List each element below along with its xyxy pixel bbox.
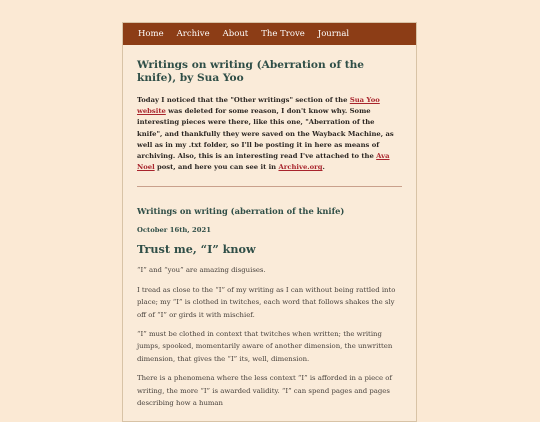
post-date: October 16th, 2021 — [137, 226, 211, 235]
page-title: Writings on writing (Aberration of the knife), by Sua Yoo — [137, 59, 365, 84]
intro-text-2: was deleted for some reason, I don't know why. Some interesting pieces were there, like this one, "Aberration of the knife", and thankfully they were saved on the Wayback Machine, as well as in my .txt folder, so I'll be posting it in here as means of archiving. Also, this is an interesting read I've attached to the — [137, 107, 394, 161]
top-nav — [123, 23, 416, 45]
post-paragraph: I tread as close to the “I” of my writing as I can without being rattled into place; my “I” is clothed in twitches, each word that follows shakes the sly off of “I” or girds it with mischief. — [137, 285, 396, 319]
intro-text-4: . — [322, 163, 325, 172]
post-paragraph: “I” and “you” are amazing disguises. — [137, 266, 266, 275]
intro-text-3: post, and here you can see it in — [154, 163, 279, 172]
post-paragraph: “I” must be clothed in context that twitches when written; the writing jumps, spooked, momentarily aware of another dimension, the unwritten dimension, that gives the “I” its, well, dimension. — [137, 329, 393, 363]
nav-the-trove-link[interactable]: The Trove — [261, 29, 305, 39]
ava-noel-link[interactable]: Ava Noel — [137, 152, 390, 172]
main-content — [123, 59, 416, 410]
post-heading: Trust me, “I” know — [137, 242, 256, 257]
nav-home-link[interactable]: Home — [138, 29, 164, 39]
nav-journal-link[interactable]: Journal — [317, 29, 350, 39]
page-container — [122, 22, 417, 422]
section-divider — [137, 186, 402, 187]
nav-archive-link[interactable]: Archive — [176, 29, 210, 39]
post-paragraph: There is a phenomena where the less context “I” is afforded in a piece of writing, the more “I” is awarded validity. “I” can spend pages and pages describing how a human — [137, 374, 392, 408]
archive-org-link[interactable]: Archive.org — [278, 163, 323, 172]
sua-yoo-website-link[interactable]: Sua Yoo website — [137, 96, 380, 116]
nav-about-link[interactable]: About — [222, 29, 249, 39]
intro-text-1: Today I noticed that the "Other writings" section of the — [137, 96, 350, 104]
post-title: Writings on writing (aberration of the knife) — [137, 206, 345, 217]
intro-paragraph — [137, 95, 402, 173]
